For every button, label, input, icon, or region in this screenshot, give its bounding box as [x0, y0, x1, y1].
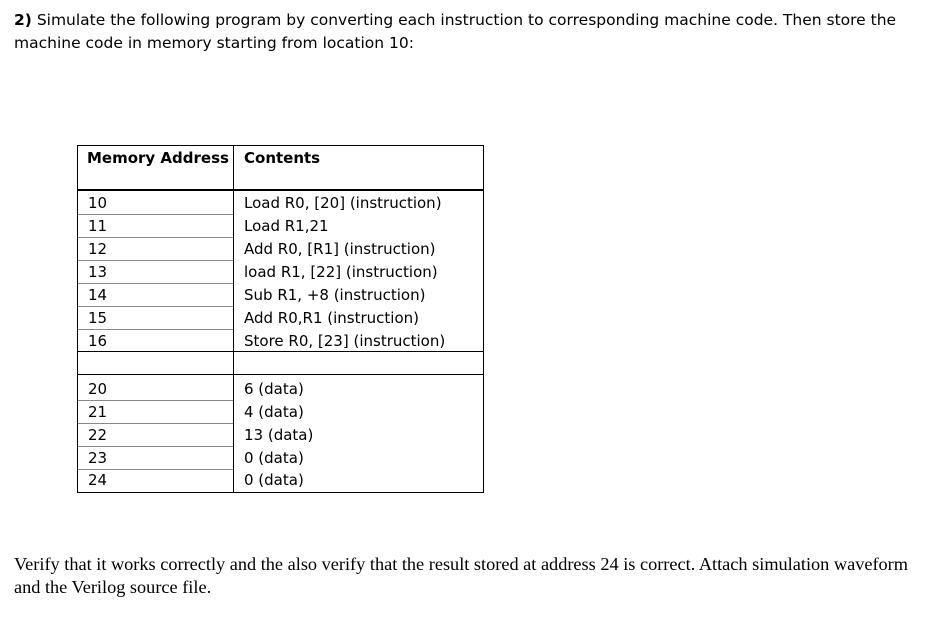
- row-address: 14: [88, 286, 108, 304]
- header-contents: Contents: [244, 149, 321, 167]
- header-divider: [233, 146, 234, 190]
- row-content: Load R0, [20] (instruction): [244, 194, 442, 212]
- spacer-row: [78, 352, 483, 375]
- table-row: [78, 284, 483, 307]
- row-separator: [234, 374, 483, 375]
- row-address: 23: [88, 449, 108, 467]
- row-separator: [78, 374, 233, 375]
- row-content: Load R1,21: [244, 217, 329, 235]
- row-content: load R1, [22] (instruction): [244, 263, 438, 281]
- program-block: [77, 189, 484, 352]
- question-text: [14, 9, 914, 55]
- table-row: [78, 378, 483, 401]
- table-row: [78, 192, 483, 215]
- row-content: 0 (data): [244, 471, 304, 489]
- row-content: 6 (data): [244, 380, 304, 398]
- row-content: Store R0, [23] (instruction): [244, 332, 446, 350]
- question-number: 2): [14, 11, 32, 29]
- table-row: [78, 424, 483, 447]
- table-row: [78, 330, 483, 353]
- row-content: Sub R1, +8 (instruction): [244, 286, 426, 304]
- row-address: 11: [88, 217, 108, 235]
- row-address: 16: [88, 332, 108, 350]
- table-header: [77, 145, 484, 191]
- table-row: [78, 307, 483, 330]
- row-content: Add R0,R1 (instruction): [244, 309, 420, 327]
- table-row: [78, 469, 483, 492]
- table-row: [78, 215, 483, 238]
- row-address: 12: [88, 240, 108, 258]
- row-address: 13: [88, 263, 108, 281]
- row-address: 21: [88, 403, 108, 421]
- row-address: 22: [88, 426, 108, 444]
- row-address: 10: [88, 194, 108, 212]
- row-address: 20: [88, 380, 108, 398]
- row-address: 15: [88, 309, 108, 327]
- question-body: Simulate the following program by converting each instruction to corresponding machine code. Then store the machine code in memory starting from location 10:: [14, 11, 897, 52]
- table-row: [78, 261, 483, 284]
- table-row: [78, 447, 483, 470]
- row-content: 13 (data): [244, 426, 314, 444]
- row-content: 0 (data): [244, 449, 304, 467]
- verify-instructions: Verify that it works correctly and the also verify that the result stored at address 24 is correct. Attach simulation waveform and the Verilog source file.: [14, 554, 908, 597]
- table-row: [78, 401, 483, 424]
- table-row: [78, 238, 483, 261]
- row-address: 24: [88, 471, 108, 489]
- data-block: [77, 351, 484, 493]
- row-content: 4 (data): [244, 403, 304, 421]
- row-content: Add R0, [R1] (instruction): [244, 240, 436, 258]
- header-memory-address: Memory Address: [87, 149, 229, 167]
